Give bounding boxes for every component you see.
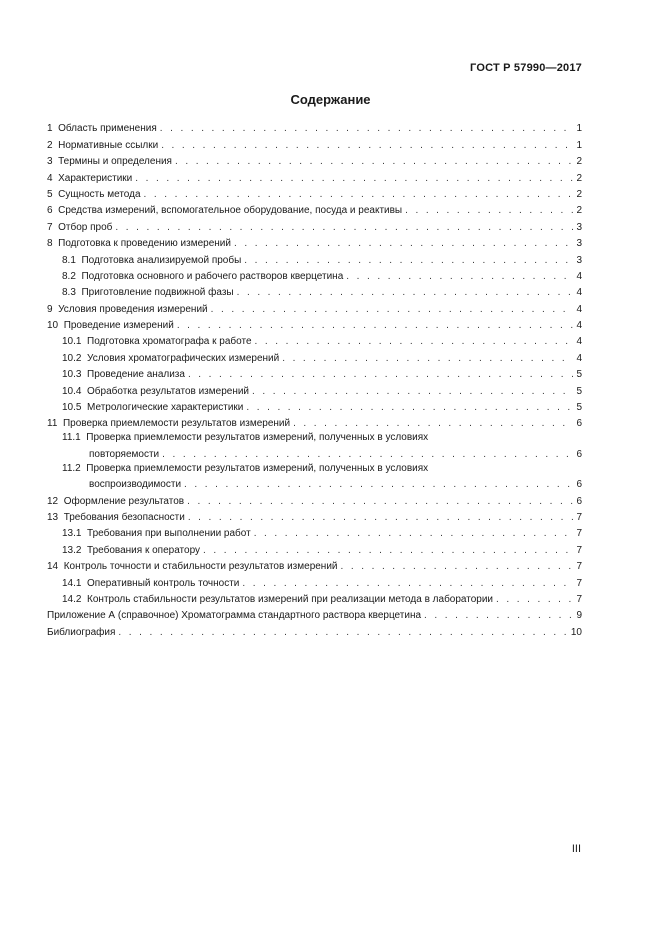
- toc-entry-text: Средства измерений, вспомогательное оборудование, посуда и реактивы: [58, 205, 403, 217]
- toc-entry-text: Оперативный контроль точности: [87, 577, 240, 589]
- toc-entry-text: Проверка приемлемости результатов измерений: [62, 418, 291, 430]
- toc-entry-text: Термины и определения: [58, 156, 172, 168]
- toc-entry[interactable]: [47, 430, 582, 444]
- toc-leader-dots: [346, 271, 573, 283]
- toc-entry-page: 6: [576, 495, 582, 507]
- toc-entry-page: 4: [576, 320, 582, 332]
- toc-entry-text: Контроль стабильности результатов измерений при реализации метода в лаборатории: [87, 593, 494, 605]
- page-title: Содержание: [290, 92, 371, 107]
- page-number: III: [571, 843, 581, 855]
- toc-leader-dots: [496, 594, 573, 606]
- toc-entry-text: Область применения: [58, 123, 157, 135]
- toc-entry[interactable]: [47, 201, 582, 217]
- toc-entry[interactable]: [47, 414, 582, 430]
- toc-entry-number: 11: [47, 418, 58, 430]
- toc-entry-number: 13.2: [62, 544, 82, 556]
- toc-entry-text: Характеристики: [58, 172, 133, 184]
- toc-entry-number: 8.2: [62, 270, 76, 282]
- toc-entry-text: Сущность метода: [58, 188, 141, 200]
- toc-entry-page: 4: [576, 287, 582, 299]
- toc-leader-dots: [177, 320, 573, 332]
- toc-entry-page: 2: [576, 172, 582, 184]
- toc-leader-dots: [162, 449, 573, 461]
- toc-entry[interactable]: [47, 524, 582, 540]
- toc-leader-dots: [244, 255, 573, 267]
- toc-entry-page: 4: [576, 270, 582, 282]
- document-code: ГОСТ Р 57990—2017: [470, 62, 582, 74]
- toc-entry-number: 8: [47, 238, 53, 250]
- toc-leader-dots: [246, 402, 573, 414]
- toc-entry-number: 14.2: [62, 593, 82, 605]
- toc-entry-page: 4: [576, 336, 582, 348]
- toc-leader-dots: [242, 578, 573, 590]
- toc-entry-page: 5: [576, 369, 582, 381]
- toc-entry[interactable]: [47, 250, 582, 266]
- toc-entry-page: 3: [576, 238, 582, 250]
- toc-leader-dots: [341, 561, 573, 573]
- toc-leader-dots: [187, 496, 573, 508]
- toc-entry-page: 1: [576, 139, 582, 151]
- toc-entry-text: Требования безопасности: [63, 511, 185, 523]
- toc-entry[interactable]: [47, 348, 582, 364]
- toc-entry-number: 13.1: [62, 528, 82, 540]
- toc-entry[interactable]: [47, 168, 582, 184]
- toc-entry[interactable]: [47, 508, 582, 524]
- toc-entry[interactable]: [47, 606, 582, 622]
- toc-entry-text: повторяемости: [89, 448, 160, 460]
- toc-entry-page: 3: [576, 221, 582, 233]
- toc-entry-number: 6: [47, 205, 53, 217]
- toc-entry-text: Приготовление подвижной фазы: [81, 287, 234, 299]
- toc-entry-text: Контроль точности и стабильности результатов измерений: [63, 561, 338, 573]
- toc-leader-dots: [118, 627, 567, 639]
- toc-leader-dots: [115, 222, 573, 234]
- toc-entry-text: Проведение анализа: [87, 369, 185, 381]
- toc-leader-dots: [424, 610, 573, 622]
- toc-leader-dots: [254, 528, 573, 540]
- toc-entry-number: 2: [47, 139, 53, 151]
- toc-leader-dots: [144, 189, 573, 201]
- toc-entry[interactable]: [47, 299, 582, 315]
- toc-entry-text: Подготовка к проведению измерений: [58, 238, 231, 250]
- toc-leader-dots: [161, 140, 573, 152]
- toc-entry-page: 6: [576, 448, 582, 460]
- toc-entry-text: Подготовка анализируемой пробы: [81, 254, 242, 266]
- toc-entry-page: 3: [576, 254, 582, 266]
- toc-entry-page: 2: [576, 156, 582, 168]
- toc-entry-page: 7: [576, 544, 582, 556]
- toc-entry-page: 7: [576, 593, 582, 605]
- toc-leader-dots: [255, 336, 573, 348]
- toc-entry-text: Нормативные ссылки: [58, 139, 159, 151]
- toc-leader-dots: [234, 238, 573, 250]
- toc-entry[interactable]: [47, 119, 582, 135]
- toc-entry[interactable]: [47, 365, 582, 381]
- toc-entry-text: Подготовка основного и рабочего растворов кверцетина: [81, 270, 344, 282]
- toc-entry-text: Проверка приемлемости результатов измерений, полученных в условиях: [86, 462, 429, 474]
- toc-entry-text: Приложение А (справочное) Хроматограмма стандартного раствора кверцетина: [47, 610, 422, 622]
- toc-entry[interactable]: [47, 540, 582, 556]
- toc-entry[interactable]: [47, 461, 582, 475]
- toc-entry-page: 7: [576, 577, 582, 589]
- toc-entry-page: 5: [576, 402, 582, 414]
- toc-entry-page: 1: [576, 123, 582, 135]
- toc-entry-number: 11.2: [62, 462, 81, 474]
- toc-entry[interactable]: [47, 475, 582, 491]
- toc-entry-text: Проведение измерений: [63, 320, 174, 332]
- toc-leader-dots: [237, 287, 573, 299]
- toc-entry-number: 10.3: [62, 369, 82, 381]
- toc-entry-page: 7: [576, 511, 582, 523]
- toc-entry[interactable]: [47, 398, 582, 414]
- toc-leader-dots: [135, 173, 573, 185]
- toc-entry[interactable]: [47, 622, 582, 638]
- toc-entry[interactable]: [47, 590, 582, 606]
- toc-leader-dots: [184, 479, 573, 491]
- toc-entry-text: Условия хроматографических измерений: [87, 352, 280, 364]
- toc-entry[interactable]: [47, 234, 582, 250]
- toc-leader-dots: [293, 418, 573, 430]
- toc-entry-number: 7: [47, 221, 53, 233]
- toc-leader-dots: [188, 512, 573, 524]
- toc-entry-number: 14.1: [62, 577, 82, 589]
- toc-entry-number: 10.4: [62, 385, 82, 397]
- toc-entry[interactable]: [47, 267, 582, 283]
- toc-entry-text: Проверка приемлемости результатов измерений, полученных в условиях: [86, 432, 429, 444]
- toc-entry-number: 8.3: [62, 287, 76, 299]
- toc-entry-page: 6: [576, 418, 582, 430]
- toc-entry-text: Отбор проб: [58, 221, 113, 233]
- toc-entry-page: 4: [576, 303, 582, 315]
- toc-entry-page: 7: [576, 561, 582, 573]
- toc-leader-dots: [203, 545, 573, 557]
- toc-entry-number: 8.1: [62, 254, 76, 266]
- toc-entry-number: 4: [47, 172, 53, 184]
- toc-leader-dots: [211, 304, 573, 316]
- toc-entry-page: 4: [576, 352, 582, 364]
- toc-leader-dots: [188, 369, 573, 381]
- toc-entry-page: 9: [576, 610, 582, 622]
- toc-entry-number: 9: [47, 303, 53, 315]
- toc-entry-number: 3: [47, 156, 53, 168]
- toc-entry[interactable]: [47, 573, 582, 589]
- toc-entry-page: 2: [576, 188, 582, 200]
- toc-entry-number: 10.1: [62, 336, 82, 348]
- toc-entry[interactable]: [47, 185, 582, 201]
- toc-entry[interactable]: [47, 135, 582, 151]
- toc-entry-number: 10.2: [62, 352, 82, 364]
- toc-entry[interactable]: [47, 491, 582, 507]
- toc-entry-number: 13: [47, 511, 59, 523]
- toc-entry-number: 12: [47, 495, 59, 507]
- toc-entry[interactable]: [47, 444, 582, 460]
- toc-entry-page: 5: [576, 385, 582, 397]
- toc-entry-number: 11.1: [62, 432, 81, 444]
- toc-entry-text: Требования к оператору: [87, 544, 201, 556]
- toc-entry[interactable]: [47, 381, 582, 397]
- toc-entry[interactable]: [47, 316, 582, 332]
- toc-leader-dots: [175, 156, 573, 168]
- toc-entry-text: Подготовка хроматографа к работе: [87, 336, 252, 348]
- table-of-contents: [47, 119, 582, 639]
- toc-entry-text: Метрологические характеристики: [87, 402, 244, 414]
- toc-entry-number: 10: [47, 320, 59, 332]
- toc-entry[interactable]: [47, 152, 582, 168]
- toc-leader-dots: [405, 205, 573, 217]
- toc-entry-page: 2: [576, 205, 582, 217]
- toc-entry-text: воспроизводимости: [89, 479, 182, 491]
- toc-entry[interactable]: [47, 217, 582, 233]
- toc-leader-dots: [160, 123, 573, 135]
- toc-entry-page: 7: [576, 528, 582, 540]
- toc-entry-text: Обработка результатов измерений: [87, 385, 250, 397]
- toc-entry-text: Требования при выполнении работ: [87, 528, 251, 540]
- toc-entry[interactable]: [47, 557, 582, 573]
- toc-entry-number: 1: [47, 123, 53, 135]
- toc-entry[interactable]: [47, 332, 582, 348]
- toc-entry-number: 10.5: [62, 402, 82, 414]
- toc-entry-text: Оформление результатов: [63, 495, 185, 507]
- toc-leader-dots: [252, 386, 573, 398]
- toc-entry-number: 14: [47, 561, 59, 573]
- toc-entry-number: 5: [47, 188, 53, 200]
- toc-entry-page: 10: [570, 626, 582, 638]
- toc-entry-text: Библиография: [47, 626, 116, 638]
- toc-entry-text: Условия проведения измерений: [58, 303, 208, 315]
- toc-entry-page: 6: [576, 479, 582, 491]
- toc-leader-dots: [282, 353, 573, 365]
- toc-entry[interactable]: [47, 283, 582, 299]
